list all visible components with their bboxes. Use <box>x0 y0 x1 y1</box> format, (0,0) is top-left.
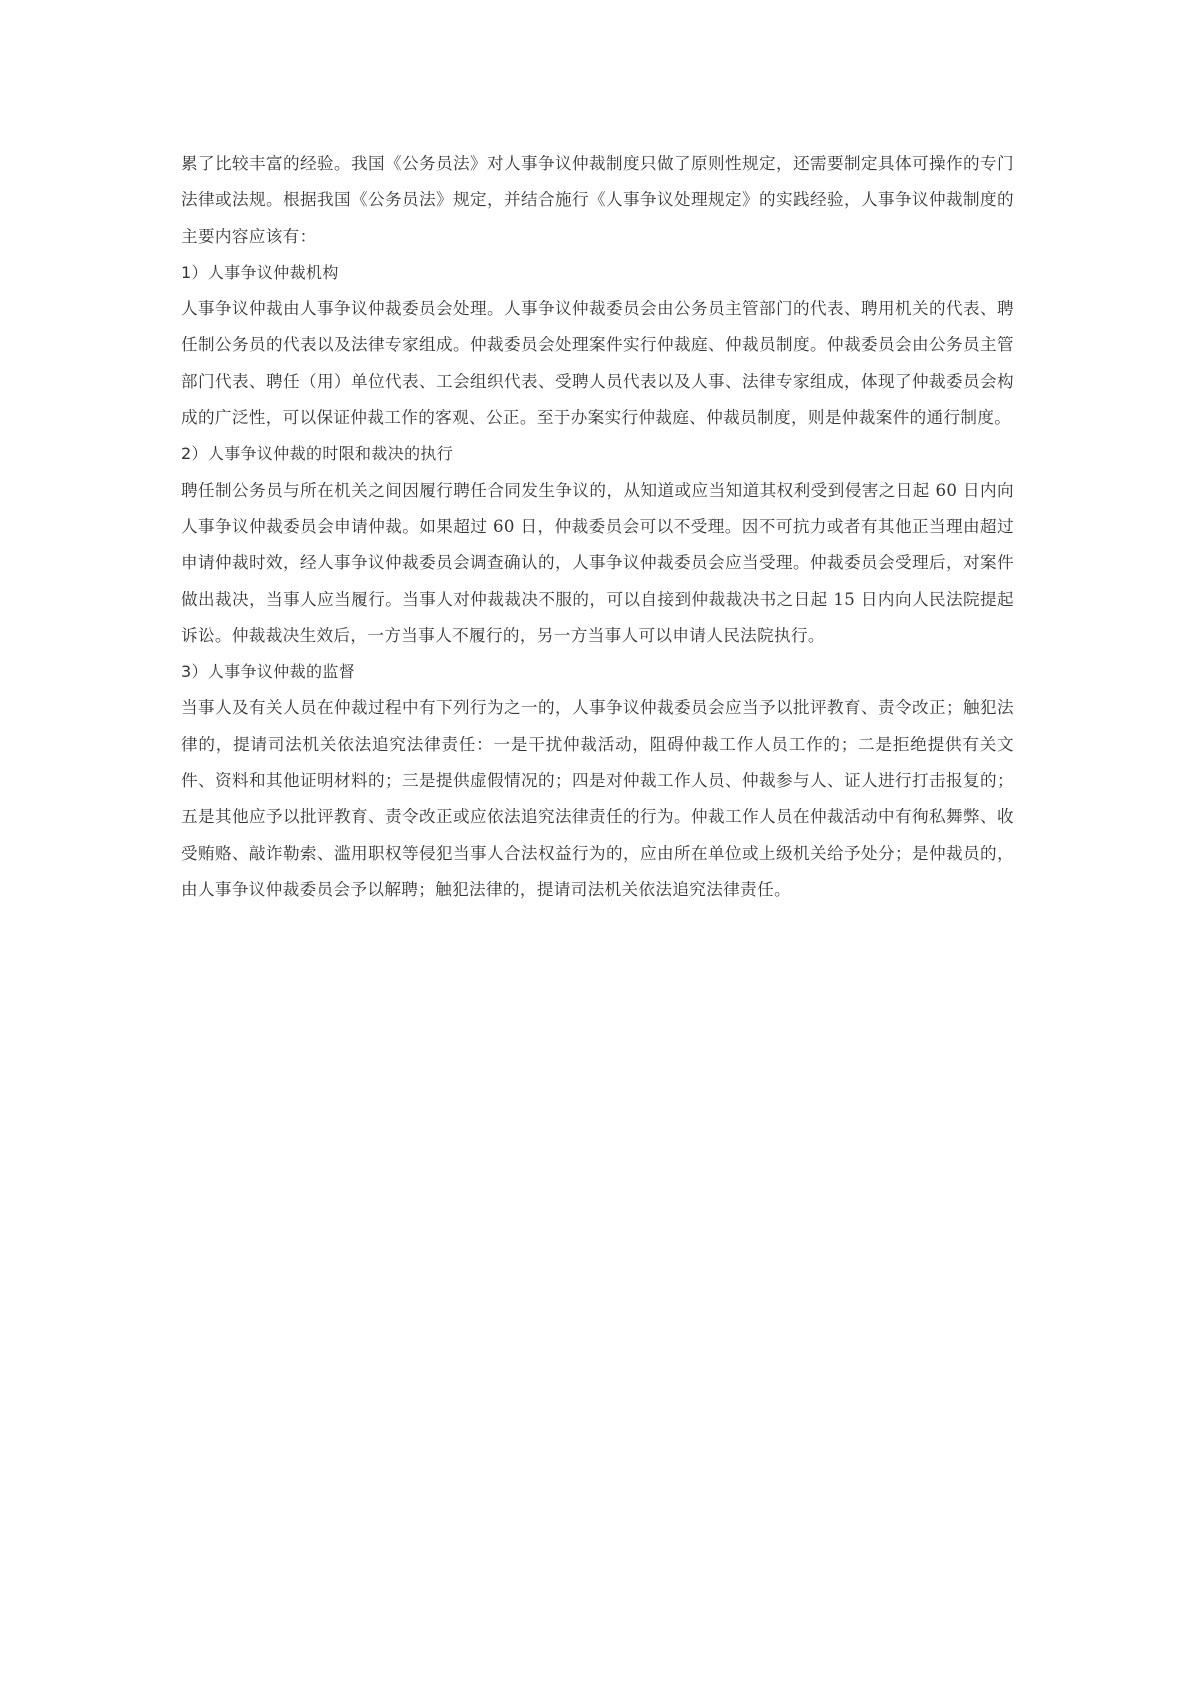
intro-paragraph: 累了比较丰富的经验。我国《公务员法》对人事争议仲裁制度只做了原则性规定，还需要制定具体可操作的专门法律或法规。根据我国《公务员法》规定，并结合施行《人事争议处理规定》的实践经验，人事争议仲裁制度的主要内容应该有： <box>181 154 1014 246</box>
section-3-heading: 3）人事争议仲裁的监督 <box>181 662 356 682</box>
section-1-paragraph: 人事争议仲裁由人事争议仲裁委员会处理。人事争议仲裁委员会由公务员主管部门的代表、聘用机关的代表、聘任制公务员的代表以及法律专家组成。仲裁委员会处理案件实行仲裁庭、仲裁员制度。仲裁委员会由公务员主管部门代表、聘任（用）单位代表、工会组织代表、受聘人员代表以及人事、法律专家组成，体现了仲裁委员会构成的广泛性，可以保证仲裁工作的客观、公正。至于办案实行仲裁庭、仲裁员制度，则是仲裁案件的通行制度。 <box>181 299 1014 428</box>
section-2-paragraph: 聘任制公务员与所在机关之间因履行聘任合同发生争议的，从知道或应当知道其权利受到侵害之日起 60 日内向人事争议仲裁委员会申请仲裁。如果超过 60 日，仲裁委员会可以不受理。因不可抗力或者有其他正当理由超过申请仲裁时效，经人事争议仲裁委员会调查确认的，人事争议仲裁委员会应当受理。仲裁委员会受理后，对案件做出裁决，当事人应当履行。当事人对仲裁裁决不服的，可以自接到仲裁裁决书之日起 15 日内向人民法院提起诉讼。仲裁裁决生效后，一方当事人不履行的，另一方当事人可以申请人民法院执行。 <box>181 480 1014 645</box>
section-3-paragraph: 当事人及有关人员在仲裁过程中有下列行为之一的，人事争议仲裁委员会应当予以批评教育、责令改正；触犯法律的，提请司法机关依法追究法律责任：一是干扰仲裁活动，阻碍仲裁工作人员工作的；二是拒绝提供有关文件、资料和其他证明材料的；三是提供虚假情况的；四是对仲裁工作人员、仲裁参与人、证人进行打击报复的；五是其他应予以批评教育、责令改正或应依法追究法律责任的行为。仲裁工作人员在仲裁活动中有徇私舞弊、收受贿赂、敲诈勒索、滥用职权等侵犯当事人合法权益行为的，应由所在单位或上级机关给予处分；是仲裁员的，由人事争议仲裁委员会予以解聘；触犯法律的，提请司法机关依法追究法律责任。 <box>181 698 1014 899</box>
document-body <box>181 146 1014 908</box>
section-2-heading: 2）人事争议仲裁的时限和裁决的执行 <box>181 444 454 464</box>
section-1-heading: 1）人事争议仲裁机构 <box>181 262 339 282</box>
